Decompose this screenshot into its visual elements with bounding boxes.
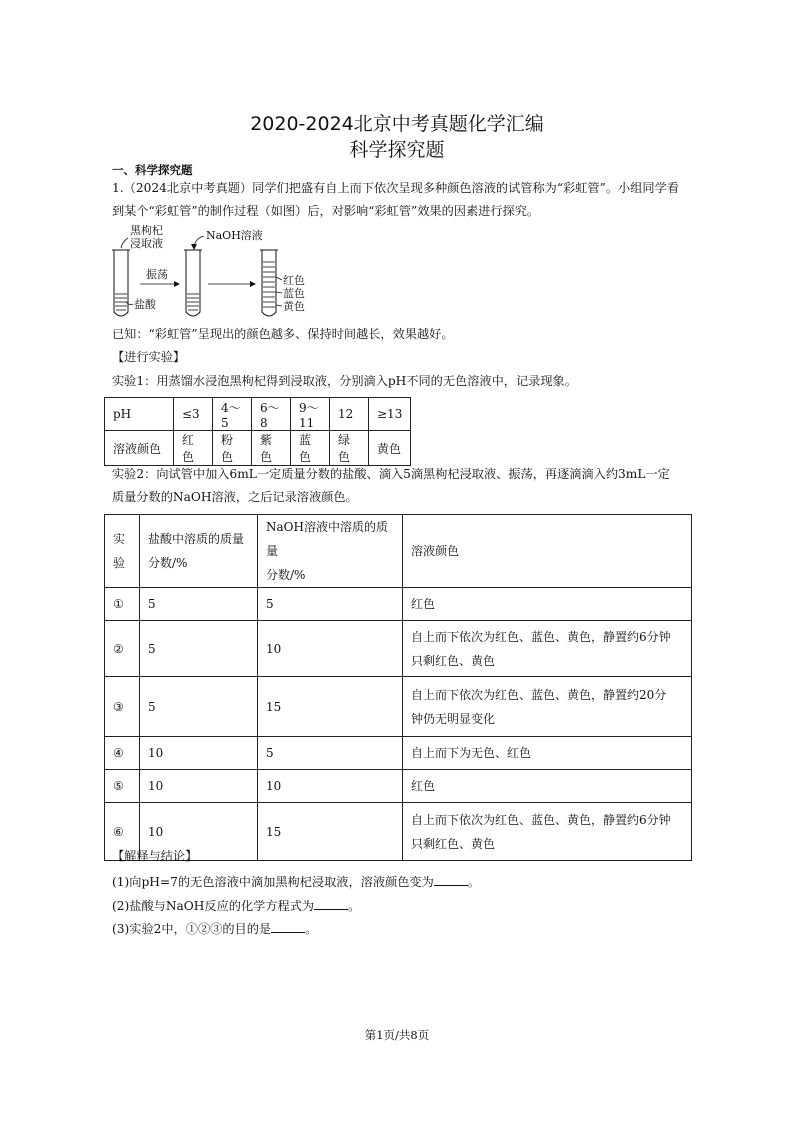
- question-intro-line2: 到某个“彩虹管”的制作过程（如图）后，对影响“彩虹管”效果的因素进行探究。: [112, 204, 540, 218]
- row-naoh: 10: [258, 621, 403, 677]
- table-cell: 黄色: [369, 431, 411, 466]
- label-yellow: 黄色: [283, 300, 305, 313]
- label-extract-2: 浸取液: [130, 237, 163, 250]
- header-hcl-fraction: 盐酸中溶质的质量 分数/%: [140, 515, 258, 588]
- test-tube-1: [112, 250, 130, 316]
- header-naoh-fraction: NaOH溶液中溶质的质量 分数/%: [258, 515, 403, 588]
- answer-blank[interactable]: [314, 897, 348, 910]
- question-intro-line1: 1.（2024北京中考真题）同学们把盛有自上而下依次呈现多种颜色溶液的试管称为“彩虹管”。小组同学看: [112, 181, 679, 195]
- table-row: [105, 770, 692, 803]
- label-hcl: 盐酸: [134, 298, 156, 311]
- row-naoh: 15: [258, 677, 403, 737]
- question-3: (3)实验2中，①②③的目的是 。: [112, 922, 318, 936]
- row-hcl: 5: [140, 621, 258, 677]
- test-tube-2: [184, 250, 202, 316]
- row-id: ④: [105, 737, 140, 770]
- section-experiment: 【进行实验】: [112, 350, 186, 364]
- experiment-results-table: [104, 514, 692, 861]
- row-hcl: 5: [140, 588, 258, 621]
- section-heading: 一、科学探究题: [112, 163, 193, 177]
- row-id: ⑥: [105, 803, 140, 861]
- row-id: ①: [105, 588, 140, 621]
- table-row: [105, 677, 692, 737]
- table-row: [105, 737, 692, 770]
- table-cell: 紫色: [252, 431, 291, 466]
- table-cell: ≥13: [369, 398, 411, 431]
- table-cell: 粉色: [213, 431, 252, 466]
- table-row: [105, 588, 692, 621]
- table-cell: 9～11: [291, 398, 330, 431]
- question-2: (2)盐酸与NaOH反应的化学方程式为 。: [112, 899, 361, 913]
- row-hcl: 10: [140, 770, 258, 803]
- test-tube-3: [260, 250, 278, 316]
- section-conclusion: 【解释与结论】: [112, 849, 198, 863]
- table-cell: ≤3: [174, 398, 213, 431]
- row-hcl: 5: [140, 677, 258, 737]
- table-cell: 12: [330, 398, 369, 431]
- experiment-2-line2: 质量分数的NaOH溶液，之后记录溶液颜色。: [112, 490, 358, 504]
- label-blue: 蓝色: [283, 287, 305, 300]
- label-red: 红色: [283, 274, 305, 287]
- answer-blank[interactable]: [271, 920, 305, 933]
- table-header-row: [105, 515, 692, 588]
- table-cell: 绿色: [330, 431, 369, 466]
- table-cell: 红色: [174, 431, 213, 466]
- table-row: [105, 431, 411, 466]
- document-title: 2020-2024北京中考真题化学汇编: [250, 113, 544, 135]
- row-id: ②: [105, 621, 140, 677]
- table-cell: pH: [105, 398, 174, 431]
- known-condition: 已知：“彩虹管”呈现出的颜色越多、保持时间越长，效果越好。: [112, 327, 454, 341]
- row-naoh: 5: [258, 737, 403, 770]
- header-solution-color: 溶液颜色: [403, 515, 692, 588]
- experiment-2-line1: 实验2：向试管中加入6mL一定质量分数的盐酸、滴入5滴黑枸杞浸取液、振荡，再逐滴滴入约3mL一定: [112, 467, 670, 481]
- page-footer: 第1页/共8页: [364, 1028, 430, 1042]
- ph-color-table: [104, 397, 411, 466]
- row-hcl: 10: [140, 737, 258, 770]
- row-hcl: 10: [140, 803, 258, 861]
- table-cell: 蓝色: [291, 431, 330, 466]
- answer-blank[interactable]: [434, 873, 468, 886]
- row-color: 自上而下为无色、红色: [403, 737, 692, 770]
- row-color: 红色: [403, 770, 692, 803]
- row-id: ③: [105, 677, 140, 737]
- table-cell: 4～5: [213, 398, 252, 431]
- row-color: 自上而下依次为红色、蓝色、黄色，静置约20分 钟仍无明显变化: [403, 677, 692, 737]
- row-color: 自上而下依次为红色、蓝色、黄色，静置约6分钟 只剩红色、黄色: [403, 621, 692, 677]
- row-color: 红色: [403, 588, 692, 621]
- document-subtitle: 科学探究题: [349, 139, 445, 161]
- table-row: [105, 398, 411, 431]
- table-cell: 溶液颜色: [105, 431, 174, 466]
- label-shake: 振荡: [146, 268, 168, 281]
- row-naoh: 5: [258, 588, 403, 621]
- rainbow-tube-figure: [104, 222, 324, 322]
- table-cell: 6～8: [252, 398, 291, 431]
- label-extract-1: 黑枸杞: [130, 224, 163, 237]
- row-id: ⑤: [105, 770, 140, 803]
- header-experiment: 实 验: [105, 515, 140, 588]
- row-color: 自上而下依次为红色、蓝色、黄色，静置约6分钟 只剩红色、黄色: [403, 803, 692, 861]
- experiment-1-text: 实验1：用蒸馏水浸泡黑枸杞得到浸取液，分别滴入pH不同的无色溶液中，记录现象。: [112, 374, 577, 388]
- row-naoh: 10: [258, 770, 403, 803]
- question-1: (1)向pH=7的无色溶液中滴加黑枸杞浸取液，溶液颜色变为 。: [112, 875, 480, 889]
- label-naoh: NaOH溶液: [206, 229, 263, 242]
- row-naoh: 15: [258, 803, 403, 861]
- table-row: [105, 621, 692, 677]
